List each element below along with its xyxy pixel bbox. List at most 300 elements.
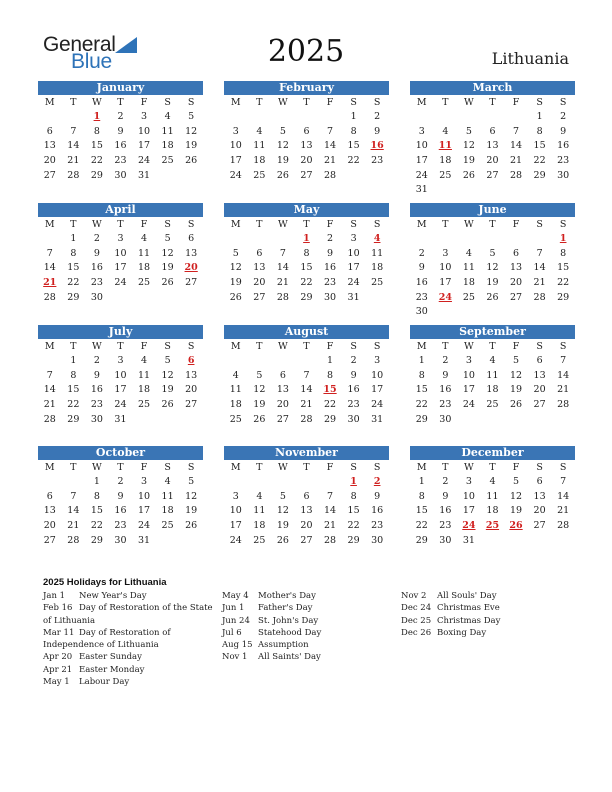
empty-day-cell [434,182,458,197]
day-cell: 23 [415,291,428,303]
empty-day-cell [481,304,505,319]
day-cell: 21 [557,384,570,396]
day-cell: 10 [462,369,475,381]
empty-day-cell [132,290,156,305]
weekday-label: M [230,97,241,108]
empty-day-cell [504,533,528,548]
day-cell: 3 [117,233,124,244]
day-cell: 14 [557,490,570,502]
day-cell: 9 [442,369,449,381]
day-cell: 8 [350,490,357,502]
week-row [410,182,575,197]
day-cell: 12 [253,384,266,396]
day-cell: 5 [489,247,496,259]
week-row [224,397,389,412]
day-cell: 10 [229,140,242,152]
week-row [224,518,389,533]
day-cell: 9 [374,125,381,137]
day-cell: 1 [93,476,100,487]
week-row [38,489,203,504]
weekday-label: F [326,219,334,230]
empty-day-cell [271,231,295,246]
day-cell: 3 [232,490,239,502]
day-cell: 2 [350,355,357,366]
day-cell: 27 [533,399,546,411]
empty-day-cell [457,304,481,319]
day-cell: 29 [67,413,80,425]
empty-day-cell [528,182,552,197]
day-cell: 22 [347,155,360,167]
empty-day-cell [481,109,505,124]
day-cell: 14 [557,369,570,381]
empty-day-cell [481,231,505,246]
day-cell: 8 [93,125,100,137]
weekday-label: S [373,341,381,352]
week-row [38,368,203,383]
day-cell: 10 [114,369,127,381]
week-row [38,503,203,518]
holiday-column [222,590,392,664]
weekday-label: W [92,341,102,352]
day-cell: 14 [300,384,313,396]
empty-day-cell [434,304,458,319]
holiday-name: All Souls' Day [437,591,497,601]
day-cell: 27 [300,169,313,181]
day-cell: 17 [137,505,151,517]
holiday-name: Christmas Eve [437,603,500,614]
day-cell: 20 [509,277,523,289]
weekday-label: W [464,97,474,108]
day-cell: 23 [557,155,570,167]
month-april [38,203,203,304]
empty-day-cell [504,304,528,319]
weekday-label: T [256,341,263,352]
holiday-day-cell: 1 [559,233,567,244]
day-cell: 23 [90,277,103,289]
empty-day-cell [551,182,575,197]
week-row [410,260,575,275]
day-cell: 23 [90,399,103,411]
weekday-label: W [92,219,102,230]
day-cell: 14 [533,262,546,274]
day-cell: 29 [323,413,337,425]
day-cell: 5 [279,125,286,137]
empty-day-cell [504,109,528,124]
day-cell: 5 [188,476,195,487]
day-cell: 11 [371,247,384,259]
day-cell: 14 [43,384,56,396]
day-cell: 25 [229,413,242,425]
weekday-label: S [164,219,171,230]
holiday-name: Christmas Day [437,615,501,626]
day-cell: 10 [371,369,384,381]
day-cell: 11 [229,384,242,396]
day-cell: 29 [415,413,428,425]
weekday-label: M [230,219,241,230]
month-june [410,203,575,319]
holiday-day-cell: 26 [509,520,523,532]
week-row [224,124,389,139]
week-row [224,412,389,427]
month-header: February [224,81,389,95]
day-cell: 20 [533,384,546,396]
day-cell: 29 [415,534,428,546]
day-cell: 1 [70,233,77,244]
weekday-label: M [44,341,55,352]
day-cell: 8 [70,247,77,259]
day-cell: 10 [347,247,360,259]
day-cell: 8 [536,125,543,137]
day-cell: 29 [347,534,360,546]
month-february [224,81,389,182]
day-cell: 12 [276,505,289,517]
week-row [410,489,575,504]
day-cell: 4 [164,476,171,487]
weekday-label: S [164,462,171,473]
day-cell: 30 [347,413,360,425]
empty-day-cell [365,168,389,183]
day-cell: 11 [253,505,266,517]
empty-day-cell [224,231,248,246]
empty-day-cell [156,290,180,305]
weekday-header-row [38,460,203,474]
empty-day-cell [434,109,458,124]
day-cell: 4 [442,125,449,137]
day-cell: 1 [350,111,357,122]
week-row [410,533,575,548]
weekday-label: T [303,219,310,230]
day-cell: 28 [533,291,546,303]
holiday-day-cell: 20 [184,262,198,274]
holiday-name: Boxing Day [437,627,487,638]
day-cell: 29 [300,291,313,303]
day-cell: 17 [371,384,384,396]
day-cell: 24 [229,169,242,181]
empty-day-cell [528,533,552,548]
day-cell: 2 [93,355,100,366]
country-name: Lithuania [491,49,569,68]
day-cell: 3 [350,233,357,244]
day-cell: 14 [276,262,289,274]
day-cell: 30 [371,534,384,546]
holiday-name: St. John's Day [258,615,319,626]
weekday-label: S [164,341,171,352]
day-cell: 26 [276,169,289,181]
weekday-header-row [224,217,389,231]
week-row [410,153,575,168]
day-cell: 10 [137,490,151,502]
day-cell: 17 [415,155,428,167]
empty-day-cell [271,474,295,489]
day-cell: 14 [67,505,80,517]
empty-day-cell [179,168,203,183]
day-cell: 15 [347,505,360,517]
weekday-label: T [70,341,77,352]
day-cell: 28 [43,291,56,303]
day-cell: 5 [513,355,520,366]
day-cell: 23 [323,277,337,289]
day-cell: 18 [486,384,499,396]
week-row [410,353,575,368]
weekday-label: S [559,97,567,108]
empty-day-cell [318,474,342,489]
holiday-name: Father's Day [258,603,313,614]
weekday-label: M [44,219,55,230]
day-cell: 3 [232,125,239,137]
holiday-day-cell: 25 [485,520,500,532]
day-cell: 6 [536,476,543,487]
month-august [224,325,389,426]
weekday-header-row [38,95,203,109]
day-cell: 16 [114,140,127,152]
day-cell: 5 [188,111,195,122]
day-cell: 19 [276,520,289,532]
day-cell: 4 [489,355,496,366]
week-row [410,474,575,489]
day-cell: 16 [90,262,103,274]
holiday-day-cell: 1 [303,233,310,244]
weekday-label: S [350,341,357,352]
day-cell: 21 [276,277,289,289]
logo-word-blue: Blue [71,50,112,73]
week-row [224,138,389,153]
weekday-label: F [512,462,520,473]
day-cell: 22 [323,399,337,411]
day-cell: 5 [279,490,286,502]
day-cell: 22 [557,277,570,289]
holiday-day-cell: 4 [373,233,381,244]
weekday-label: T [489,462,496,473]
day-cell: 29 [67,291,80,303]
day-cell: 13 [43,140,56,152]
weekday-label: M [416,341,427,352]
empty-day-cell [38,474,62,489]
day-cell: 20 [43,155,56,167]
day-cell: 11 [161,125,174,137]
day-cell: 16 [90,384,103,396]
day-cell: 6 [303,125,310,137]
day-cell: 13 [276,384,289,396]
day-cell: 12 [229,262,242,274]
day-cell: 5 [256,369,263,381]
day-cell: 31 [137,534,151,546]
day-cell: 30 [323,291,337,303]
weekday-label: W [278,341,288,352]
day-cell: 26 [161,399,174,411]
week-row [224,353,389,368]
week-row [38,533,203,548]
holiday-item [43,627,213,652]
day-cell: 2 [560,111,567,122]
day-cell: 28 [67,534,80,546]
day-cell: 17 [439,277,452,289]
day-cell: 20 [43,520,56,532]
month-header: May [224,203,389,217]
empty-day-cell [248,474,272,489]
day-cell: 8 [327,369,334,381]
holiday-date: Jul 6 [222,627,242,638]
day-cell: 12 [161,247,174,259]
weekday-label: S [373,219,381,230]
day-cell: 19 [185,505,198,517]
empty-day-cell [38,353,62,368]
empty-day-cell [410,231,434,246]
day-cell: 26 [276,534,289,546]
day-cell: 15 [415,505,428,517]
weekday-label: W [92,97,102,108]
day-cell: 8 [560,247,567,259]
day-cell: 13 [300,505,313,517]
weekday-label: S [559,341,567,352]
empty-day-cell [365,290,389,305]
day-cell: 7 [46,369,53,381]
week-row [410,368,575,383]
empty-day-cell [504,412,528,427]
holiday-name: Labour Day [79,677,130,688]
empty-day-cell [457,231,481,246]
weekday-label: S [536,97,543,108]
empty-day-cell [132,412,156,427]
week-row [224,503,389,518]
month-header: October [38,446,203,460]
day-cell: 10 [229,505,242,517]
weekday-label: F [326,97,334,108]
day-cell: 21 [533,277,546,289]
day-cell: 13 [509,262,523,274]
month-may [224,203,389,304]
week-row [410,275,575,290]
empty-day-cell [156,168,180,183]
holiday-item [43,602,213,627]
weekday-label: M [44,97,55,108]
day-cell: 19 [185,140,198,152]
empty-day-cell [62,474,86,489]
day-cell: 6 [46,125,53,137]
day-cell: 21 [323,520,337,532]
month-header: August [224,325,389,339]
day-cell: 24 [114,277,127,289]
day-cell: 17 [462,384,475,396]
weekday-label: S [350,97,357,108]
day-cell: 9 [93,247,100,259]
day-cell: 16 [347,384,360,396]
empty-day-cell [528,231,552,246]
day-cell: 4 [256,490,263,502]
day-cell: 21 [67,520,80,532]
day-cell: 27 [185,399,198,411]
month-header: January [38,81,203,95]
day-cell: 20 [300,520,313,532]
day-cell: 7 [327,490,334,502]
weekday-label: M [416,97,427,108]
day-cell: 15 [533,140,546,152]
day-cell: 27 [276,413,289,425]
holiday-item [401,627,571,639]
day-cell: 22 [90,520,103,532]
holiday-date: May 1 [43,677,70,688]
month-header: December [410,446,575,460]
day-cell: 9 [350,369,357,381]
holiday-date: Jun 1 [222,603,245,614]
week-row [38,474,203,489]
day-cell: 28 [557,520,570,532]
weekday-label: F [512,341,520,352]
day-cell: 18 [161,505,174,517]
holiday-date: Nov 2 [401,591,427,601]
weekday-label: S [187,97,195,108]
day-cell: 2 [93,233,100,244]
weekday-label: T [256,462,263,473]
week-row [410,246,575,261]
week-row [224,368,389,383]
day-cell: 14 [323,505,337,517]
holiday-day-cell: 11 [438,140,452,152]
day-cell: 4 [256,125,263,137]
day-cell: 16 [323,262,337,274]
holiday-column [401,590,571,639]
day-cell: 9 [442,490,449,502]
weekday-label: M [416,219,427,230]
day-cell: 17 [229,520,242,532]
day-cell: 8 [93,490,100,502]
week-row [410,290,575,305]
day-cell: 26 [185,155,198,167]
weekday-label: W [278,219,288,230]
day-cell: 30 [90,291,103,303]
day-cell: 7 [536,247,543,259]
week-row [38,275,203,290]
week-row [38,260,203,275]
weekday-header-row [38,339,203,353]
day-cell: 22 [415,520,428,532]
weekday-label: M [44,462,55,473]
weekday-label: F [326,462,334,473]
month-header: April [38,203,203,217]
weekday-label: T [256,97,263,108]
day-cell: 18 [253,520,266,532]
weekday-label: S [187,462,195,473]
day-cell: 22 [90,155,103,167]
holiday-day-cell: 15 [323,384,337,396]
month-july [38,325,203,426]
day-cell: 22 [67,277,80,289]
weekday-label: T [442,219,449,230]
empty-day-cell [248,109,272,124]
empty-day-cell [295,474,319,489]
day-cell: 19 [509,505,523,517]
month-december [410,446,575,547]
week-row [38,246,203,261]
week-row [224,260,389,275]
day-cell: 9 [418,262,425,274]
week-row [410,412,575,427]
empty-day-cell [481,182,505,197]
weekday-label: M [230,462,241,473]
day-cell: 2 [117,111,124,122]
day-cell: 17 [114,262,127,274]
day-cell: 27 [300,534,313,546]
day-cell: 3 [374,355,381,366]
day-cell: 17 [137,140,151,152]
month-header: March [410,81,575,95]
day-cell: 28 [43,413,56,425]
empty-day-cell [457,182,481,197]
day-cell: 13 [300,140,313,152]
holiday-item [401,602,571,614]
day-cell: 13 [253,262,266,274]
weekday-label: W [92,462,102,473]
day-cell: 16 [557,140,570,152]
